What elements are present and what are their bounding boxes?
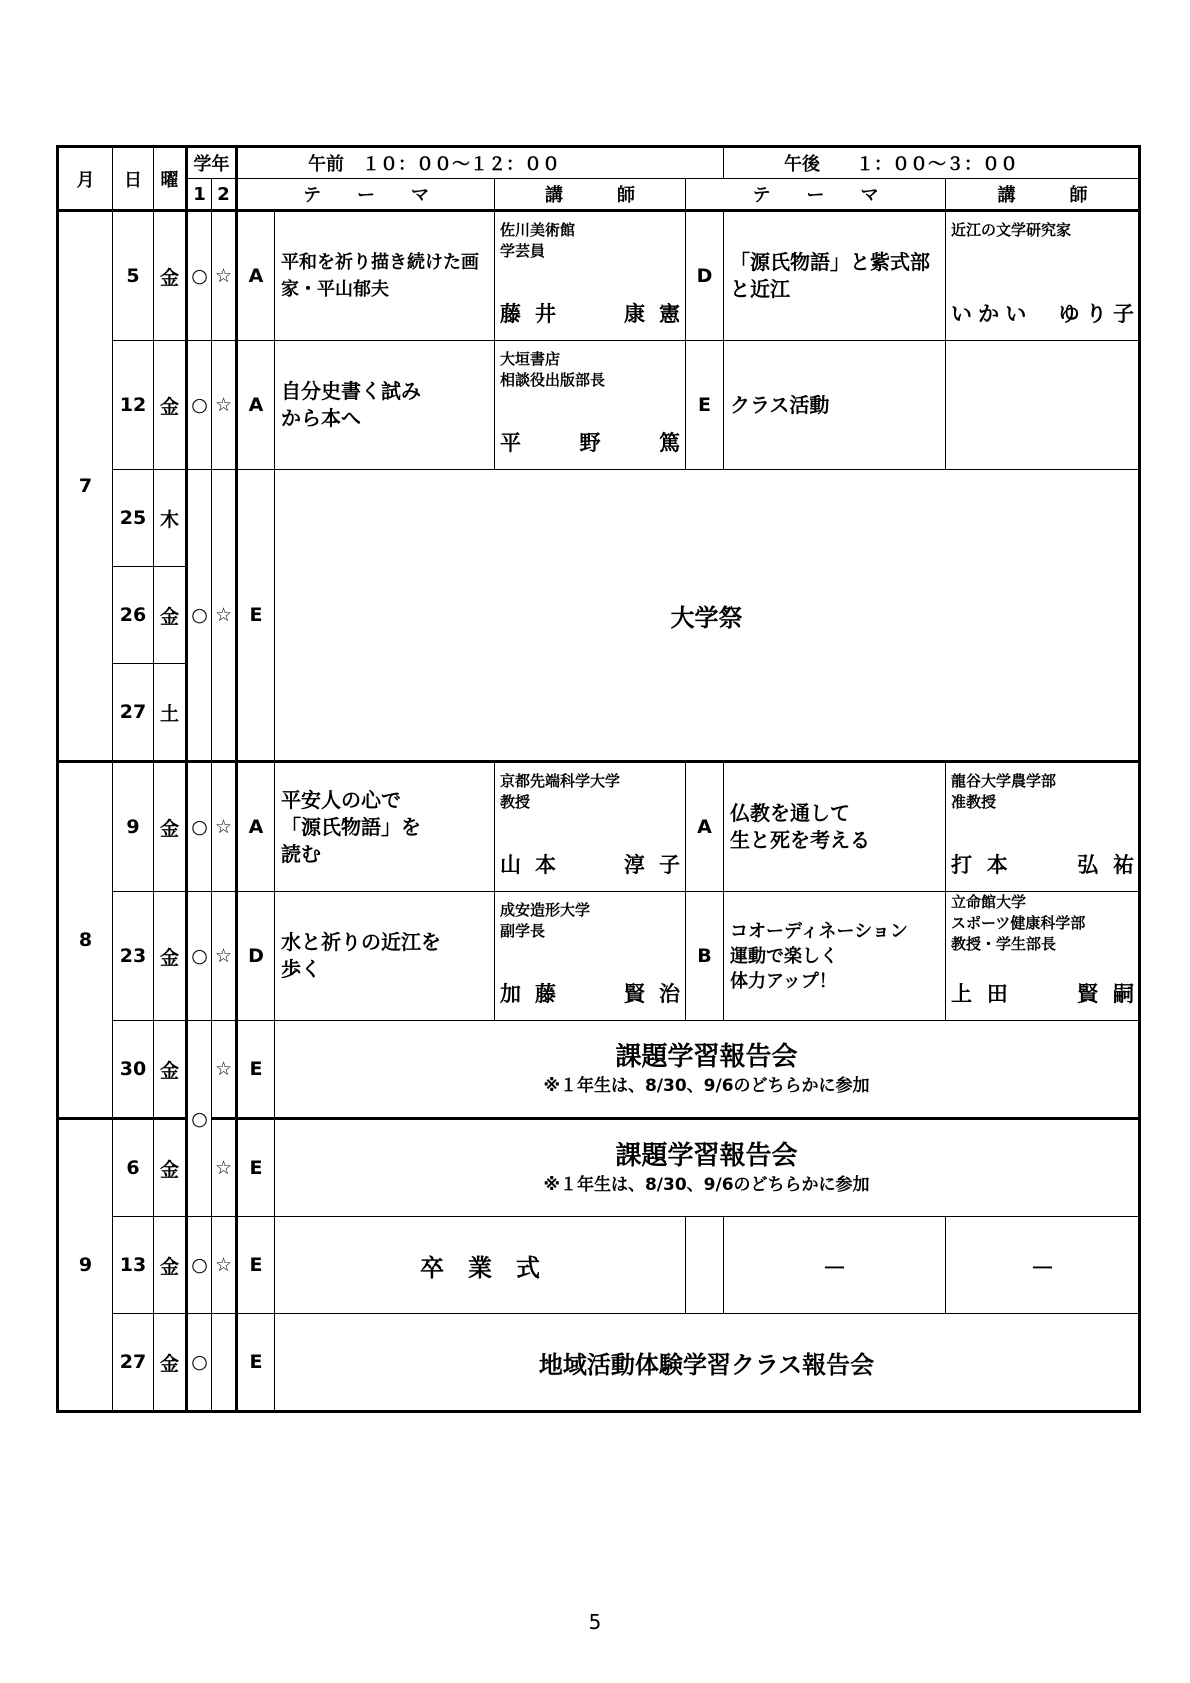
grade2-mark: ☆ [212, 1119, 237, 1217]
header-pm-instructor: 講 師 [946, 179, 1140, 211]
pm-instructor-dash: － [946, 1217, 1140, 1314]
grade1-shared-mark: ○ [187, 1021, 212, 1217]
day-cell: 26 [113, 567, 154, 664]
header-am: 午前 １０：００～１２：００ [237, 147, 724, 179]
pm-instructor-empty [946, 341, 1140, 470]
header-weekday: 曜 [154, 147, 187, 211]
weekday-cell: 金 [154, 762, 187, 892]
am-theme: 平安人の心で 「源氏物語」を 読む [275, 762, 495, 892]
day-cell: 13 [113, 1217, 154, 1314]
grade2-mark: ☆ [212, 470, 237, 762]
row-aug-23 [58, 892, 1140, 1021]
weekday-cell: 金 [154, 567, 187, 664]
day-cell: 27 [113, 664, 154, 762]
grade2-mark: ☆ [212, 1217, 237, 1314]
grade2-mark: ☆ [212, 762, 237, 892]
event-university-festival: 大学祭 [275, 470, 1140, 762]
grade1-mark: ○ [187, 1314, 212, 1412]
weekday-cell: 金 [154, 1119, 187, 1217]
pm-theme: クラス活動 [724, 341, 946, 470]
grade2-mark: ☆ [212, 211, 237, 341]
event-class-report: 地域活動体験学習クラス報告会 [275, 1314, 1140, 1412]
month-cell: 8 [58, 762, 113, 1119]
day-cell: 27 [113, 1314, 154, 1412]
row-sep-27 [58, 1314, 1140, 1412]
grade1-mark: ○ [187, 892, 212, 1021]
grade1-mark: ○ [187, 470, 212, 762]
am-instructor [495, 892, 686, 1021]
day-cell: 30 [113, 1021, 154, 1119]
pm-code: A [686, 762, 724, 892]
pm-code: D [686, 211, 724, 341]
instructor-org: 成安造形大学 副学長 [500, 901, 591, 940]
event-report-meeting [275, 1021, 1140, 1119]
grade2-mark-empty [212, 1314, 237, 1412]
pm-theme: 「源氏物語」と紫式部と近江 [724, 211, 946, 341]
day-cell: 9 [113, 762, 154, 892]
instructor-org: 京都先端科学大学 教授 [500, 772, 621, 811]
day-cell: 5 [113, 211, 154, 341]
event-note: ※１年生は、8/30、9/6のどちらかに参加 [543, 1175, 870, 1195]
am-theme: 平和を祈り描き続けた画家・平山郁夫 [275, 211, 495, 341]
am-theme: 自分史書く試み から本へ [275, 341, 495, 470]
weekday-cell: 土 [154, 664, 187, 762]
code-cell: E [237, 1119, 275, 1217]
row-jul-25 [58, 470, 1140, 567]
instructor-name: 平 野 篤 [500, 431, 680, 455]
instructor-name: 上 田 賢 嗣 [951, 982, 1134, 1006]
weekday-cell: 金 [154, 1021, 187, 1119]
pm-code-empty [686, 1217, 724, 1314]
weekday-cell: 金 [154, 211, 187, 341]
instructor-org: 佐川美術館 学芸員 [500, 221, 576, 260]
header-month: 月 [58, 147, 113, 211]
header-grade: 学年 [187, 147, 237, 179]
weekday-cell: 金 [154, 892, 187, 1021]
event-note: ※１年生は、8/30、9/6のどちらかに参加 [543, 1076, 870, 1096]
header-am-instructor: 講 師 [495, 179, 686, 211]
grade1-mark: ○ [187, 341, 212, 470]
header-pm: 午後 １：００～３：００ [724, 147, 1140, 179]
weekday-cell: 金 [154, 1217, 187, 1314]
weekday-cell: 金 [154, 1314, 187, 1412]
pm-theme: 仏教を通して 生と死を考える [724, 762, 946, 892]
event-title: 課題学習報告会 [615, 1141, 798, 1171]
day-cell: 12 [113, 341, 154, 470]
grade1-mark: ○ [187, 1217, 212, 1314]
weekday-cell: 木 [154, 470, 187, 567]
row-jul-5 [58, 211, 1140, 341]
instructor-org: 龍谷大学農学部 准教授 [951, 772, 1057, 811]
header-am-theme: テ ー マ [237, 179, 495, 211]
header-row-1 [58, 147, 1140, 179]
schedule-table [56, 145, 1141, 1413]
instructor-name: 打 本 弘 祐 [951, 853, 1134, 877]
am-instructor [495, 211, 686, 341]
am-code: A [237, 211, 275, 341]
header-row-2 [58, 179, 1140, 211]
instructor-name: い か い ゆ り 子 [951, 302, 1134, 326]
pm-code: E [686, 341, 724, 470]
day-cell: 23 [113, 892, 154, 1021]
day-cell: 6 [113, 1119, 154, 1217]
row-sep-6 [58, 1119, 1140, 1217]
code-cell: E [237, 1021, 275, 1119]
pm-instructor [946, 762, 1140, 892]
event-report-meeting [275, 1119, 1140, 1217]
grade2-mark: ☆ [212, 892, 237, 1021]
day-cell: 25 [113, 470, 154, 567]
code-cell: E [237, 1314, 275, 1412]
am-code: D [237, 892, 275, 1021]
month-cell: 9 [58, 1119, 113, 1412]
grade2-mark: ☆ [212, 341, 237, 470]
pm-theme: コオーディネーション 運動で楽しく 体力アップ！ [724, 892, 946, 1021]
instructor-org: 立命館大学 スポーツ健康科学部 教授・学生部長 [951, 893, 1086, 953]
event-graduation: 卒 業 式 [275, 1217, 686, 1314]
row-jul-12 [58, 341, 1140, 470]
pm-theme-dash: － [724, 1217, 946, 1314]
am-code: A [237, 762, 275, 892]
pm-instructor [946, 892, 1140, 1021]
pm-instructor [946, 211, 1140, 341]
instructor-org: 大垣書店 相談役出版部長 [500, 350, 606, 389]
pm-code: B [686, 892, 724, 1021]
instructor-org: 近江の文学研究家 [951, 221, 1072, 239]
code-cell: E [237, 1217, 275, 1314]
page-number: 5 [588, 1610, 602, 1634]
weekday-cell: 金 [154, 341, 187, 470]
header-day: 日 [113, 147, 154, 211]
instructor-name: 藤 井 康 憲 [500, 302, 680, 326]
instructor-name: 加 藤 賢 治 [500, 982, 680, 1006]
header-grade-2: 2 [212, 179, 237, 211]
header-grade-1: 1 [187, 179, 212, 211]
row-sep-13 [58, 1217, 1140, 1314]
grade2-mark: ☆ [212, 1021, 237, 1119]
am-instructor [495, 762, 686, 892]
grade1-mark: ○ [187, 762, 212, 892]
month-cell: 7 [58, 211, 113, 762]
event-title: 課題学習報告会 [615, 1042, 798, 1072]
header-pm-theme: テ ー マ [686, 179, 946, 211]
row-aug-9 [58, 762, 1140, 892]
code-cell: E [237, 470, 275, 762]
am-instructor [495, 341, 686, 470]
row-aug-30 [58, 1021, 1140, 1119]
am-theme: 水と祈りの近江を 歩く [275, 892, 495, 1021]
grade1-mark: ○ [187, 211, 212, 341]
am-code: A [237, 341, 275, 470]
instructor-name: 山 本 淳 子 [500, 853, 680, 877]
